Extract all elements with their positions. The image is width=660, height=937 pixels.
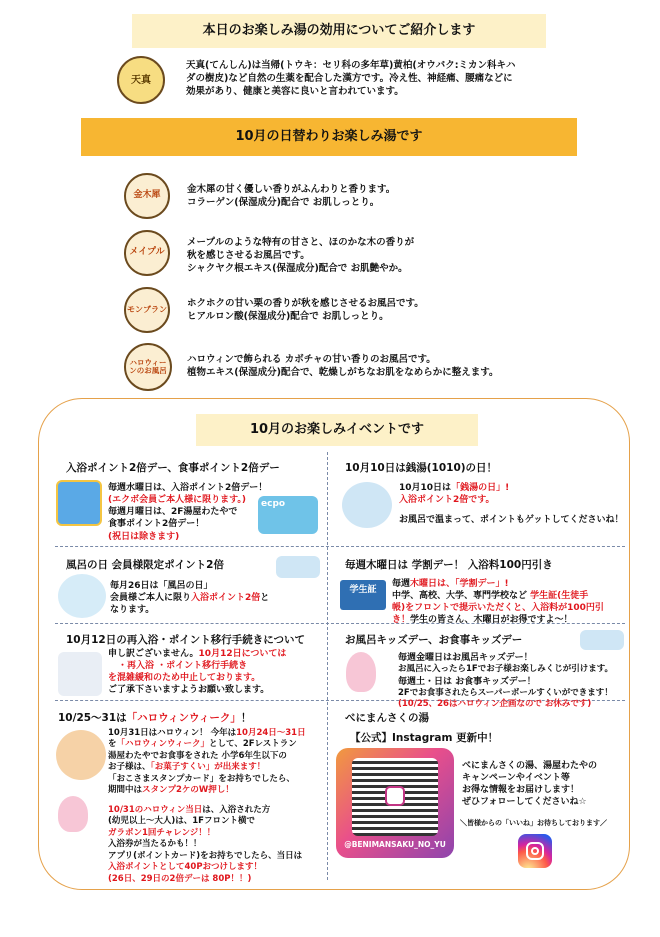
instagram-note: ＼皆様からの「いいね」お待ちしております／	[460, 819, 607, 827]
bath-halloween-desc: ハロウィンで飾られる カボチャの甘い香りのお風呂です。 植物エキス(保湿成分)配合で、乾燥しがちなお肌をなめらかに整えます。	[187, 354, 499, 378]
header-efficacy-title: 本日のお楽しみ湯の効用についてご紹介します	[202, 23, 476, 38]
event-halloween-week-text: 10月31日はハロウィン！ 今年は10月24日～31日 を「ハロウィンウィーク」として、2Fレストラン 湯屋わたやでお食事をされた 小学6年生以下の お子様は、「お菓子すくい」が出来ます！ 「おこさまスタンプカード」をお持ちでしたら、 期間中はスタンプ2ケのW押し！ 10/31のハロウィン当日は、入浴された方 (幼児以上～大人)は、1Fフロント横で ガラポン1回チャレンジ！！ 入浴券が当たるかも！！ アプリ(ポイントカード)をお持ちでしたら、当日は 入浴ポイントとして40Pおつけします！ (26日、29日の2倍デーは 80P！！)	[108, 728, 306, 884]
grid-divider-vertical	[327, 452, 328, 880]
event-bath-day-title: 風呂の日 会員様限定ポイント2倍	[66, 559, 224, 571]
bath-montblanc-desc: ホクホクの甘い栗の香りが秋を感じさせるお風呂です。 ヒアルロン酸(保湿成分)配合で お肌しっとり。	[187, 298, 424, 322]
event-points-title: 入浴ポイント2倍デー、食事ポイント2倍デー	[66, 462, 280, 474]
event-reentry-title: 10月12日の再入浴・ポイント移行手続きについて	[66, 634, 306, 646]
event-halloween-week-title: 10/25～31は「ハロウィンウィーク」！	[58, 712, 252, 724]
student-id-icon: 学生証	[340, 580, 386, 610]
qr-instagram-icon	[385, 786, 405, 806]
halloween-kids-illustration	[56, 730, 106, 780]
header-october-baths	[81, 118, 577, 156]
instagram-icon[interactable]	[518, 834, 552, 868]
bathing-monkey-illustration	[342, 482, 392, 528]
point-card-illustration	[56, 480, 102, 526]
tenshin-description: 天真(てんしん)は当帰(トウキ：セリ科の多年草)黄柏(オウバク:ミカン科キハ ダの樹皮)など自然の生薬を配合した漢方です。冷え性、神経痛、腰痛などに 効果があり、健康と美容に良いと言われています。	[186, 60, 516, 97]
event-reentry-text: 申し訳ございません。10月12日については ・再入浴 ・ポイント移行手続き を混雑緩和のため中止しております。 ご了承下さいますようお願い致します。	[108, 649, 287, 696]
instagram-title: べにまんさくの湯	[345, 712, 429, 724]
event-sento-day-title: 10月10日は銭湯(1010)の日！	[345, 462, 498, 474]
bath-people-illustration	[58, 574, 106, 618]
events-title: 10月のお楽しみイベントです	[249, 422, 425, 437]
header-efficacy	[132, 14, 546, 48]
events-header	[196, 414, 478, 446]
event-points-text: 毎週水曜日は、入浴ポイント2倍デー！ (エクボ会員ご本人様に限ります。) 毎週月曜日は、2F湯屋わたやで 食事ポイント2倍デー！ (祝日は除きます)	[108, 483, 268, 542]
instagram-text: べにまんさくの湯、湯屋わたやの キャンペーンやイベント等 お得な情報をお届けします！ ぜひフォローしてくださいね☆	[462, 761, 598, 808]
header-october-baths-title: 10月の日替わりお楽しみ湯です	[235, 129, 423, 144]
halloween-rabbit-illustration	[58, 796, 88, 832]
bath-kinmokusei-desc: 金木犀の甘く優しい香りがふんわりと香ります。 コラーゲン(保湿成分)配合で お肌しっとり。	[187, 184, 396, 208]
tenshin-icon: 天真	[117, 56, 165, 104]
event-student-day-text: 毎週木曜日は、「学割デー」! 中学、高校、大学、専門学校など 学生証(生徒手 帳)をフロントで提示いただくと、入浴料が100円引 き！学生の皆さん、木曜日がお得ですよ～！	[392, 579, 604, 626]
event-sento-day-text: 10月10日は「銭湯の日」! 入浴ポイント2倍です。 お風呂で温まって、ポイントもゲットしてくださいね！	[399, 483, 624, 526]
kids-toys-illustration	[580, 630, 624, 650]
staff-bowing-illustration	[58, 652, 102, 696]
instagram-handle: @BENIMANSAKU_NO_YU	[344, 840, 446, 849]
event-student-day-title: 毎週木曜日は 学割デー！ 入浴料100円引き	[345, 559, 553, 571]
montblanc-icon: モンブラン	[124, 287, 170, 333]
halloween-bath-icon: ハロウィーンのお風呂	[124, 343, 172, 391]
kinmokusei-icon: 金木犀	[124, 173, 170, 219]
maple-icon: メイプル	[124, 230, 170, 276]
event-kids-day-text: 毎週金曜日はお風呂キッズデー！ お風呂に入ったら1Fでお子様お楽しみくじが引けます。 毎週土・日は お食事キッズデー！ 2Fでお食事されたらスーパーボールすくいができます！ (10/25、26はハロウィン企画なので お休みです)	[398, 653, 614, 710]
bath-maple-desc: メープルのような特有の甘さと、ほのかな木の香りが 秋を感じさせるお風呂です。 シャクヤク根エキス(保湿成分)配合で お肌艶やか。	[187, 237, 415, 274]
instagram-subtitle: 【公式】Instagram 更新中！	[350, 732, 499, 744]
rabbit-illustration	[346, 652, 376, 692]
grid-divider-1	[55, 546, 625, 547]
ecpo-card-illustration: ecpo	[258, 496, 318, 534]
instagram-qr-card[interactable]	[336, 748, 454, 858]
bath-steam-illustration	[276, 556, 320, 578]
event-bath-day-text: 毎月26日は「風呂の日」 会員様ご本人に限り入浴ポイント2倍と なります。	[110, 581, 270, 616]
event-kids-day-title: お風呂キッズデー、お食事キッズデー	[345, 634, 523, 646]
